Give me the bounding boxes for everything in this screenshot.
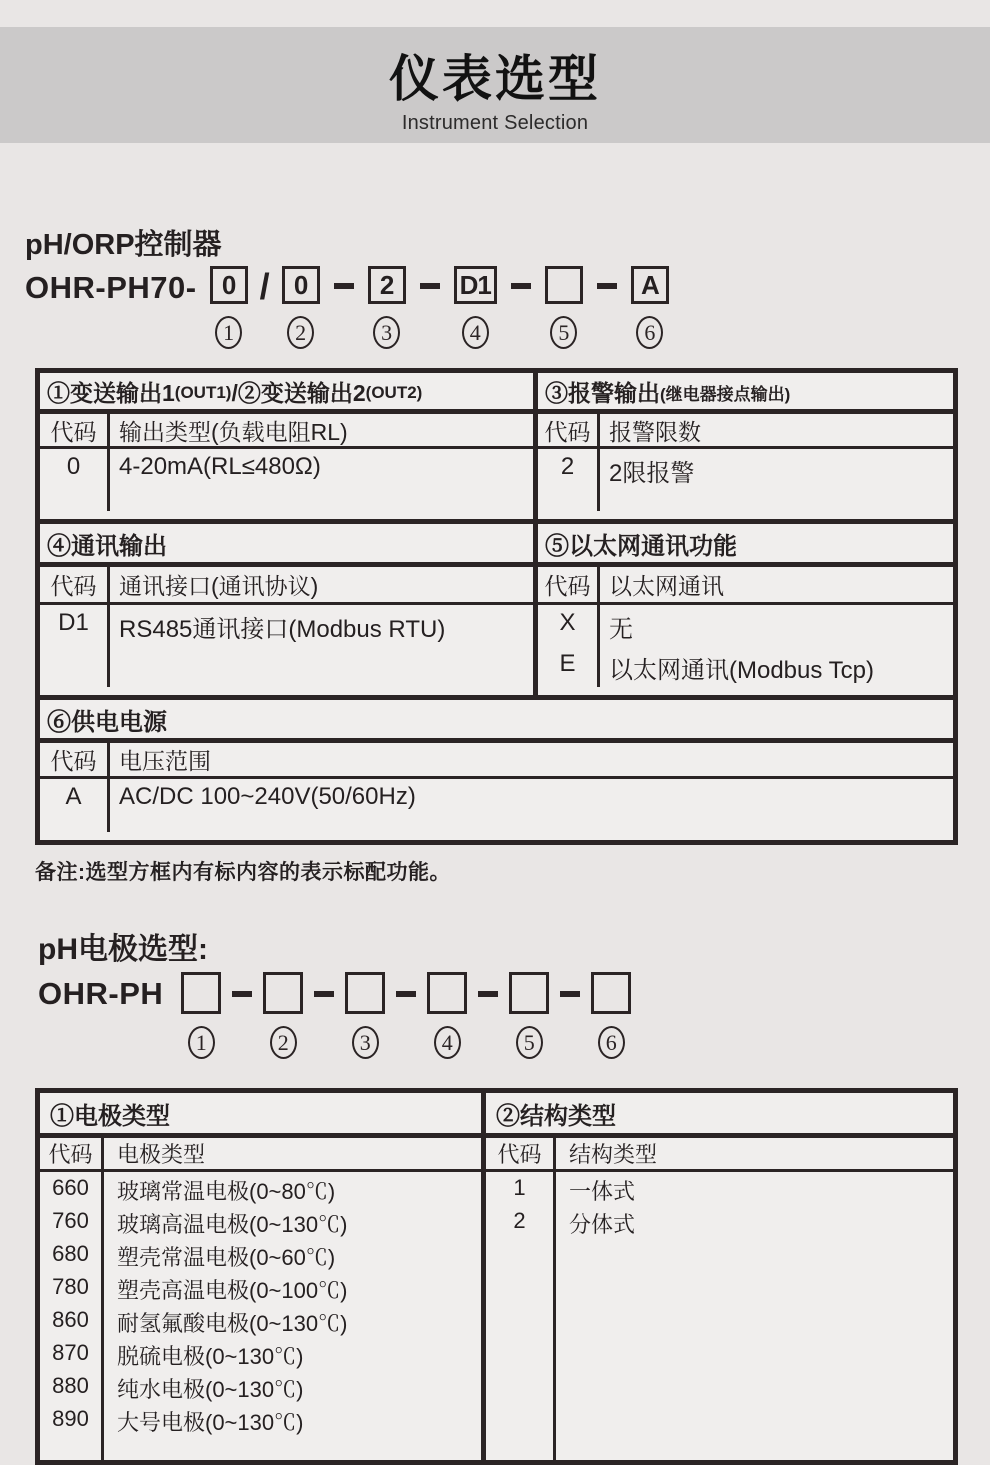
electrode-model-line — [38, 972, 631, 1059]
slot-index-circle-5: 5 — [550, 316, 577, 349]
table-row — [486, 1205, 953, 1238]
table-electrode-right — [486, 1093, 953, 1460]
column-header-row — [40, 1138, 481, 1172]
model-slot-2 — [282, 266, 320, 349]
table-row — [40, 1238, 481, 1271]
table-outputs-right — [538, 373, 953, 519]
model-box-2: 0 — [282, 266, 320, 304]
model-box-3 — [345, 972, 385, 1014]
cell-code: 860 — [40, 1304, 104, 1337]
table-power-supply — [35, 695, 958, 845]
separator-dash — [314, 991, 334, 997]
model-box-5 — [509, 972, 549, 1014]
section-title-text: ④通讯输出 — [47, 532, 167, 560]
slot-index-circle-1: 1 — [215, 316, 242, 349]
table-row — [538, 449, 953, 511]
cell-label: 玻璃常温电极(0~80℃) — [117, 1179, 336, 1204]
table-row — [486, 1172, 953, 1205]
header-band — [0, 27, 990, 143]
table-row — [40, 449, 533, 511]
slot-index-circle-3: 3 — [352, 1026, 379, 1059]
cell-label: 大号电极(0~130℃) — [117, 1410, 304, 1435]
table-row — [40, 1205, 481, 1238]
model-box-4: D1 — [454, 266, 497, 304]
column-header-code: 代码 — [538, 414, 600, 446]
note-text: 备注:选型方框内有标内容的表示标配功能。 — [35, 861, 451, 884]
cell-label: 塑壳高温电极(0~100℃) — [117, 1278, 348, 1303]
column-header-code: 代码 — [40, 1138, 104, 1169]
table-communication-right — [538, 524, 953, 695]
section-title-text: ①变送输出1 — [47, 379, 175, 406]
cell-code-empty — [40, 1436, 104, 1460]
cell-code: 780 — [40, 1271, 104, 1304]
table-row — [538, 646, 953, 687]
cell-label: 塑壳常温电极(0~60℃) — [117, 1245, 336, 1270]
model-box-2 — [263, 972, 303, 1014]
table-outputs-left — [40, 373, 538, 519]
cell-label: 脱硫电极(0~130℃) — [117, 1344, 304, 1369]
cell-code: 2 — [538, 449, 600, 511]
column-header-code: 代码 — [538, 567, 600, 602]
model-slot-5 — [545, 266, 583, 349]
model-box-1 — [181, 972, 221, 1014]
slot-index-circle-2: 2 — [270, 1026, 297, 1059]
cell-code: 680 — [40, 1238, 104, 1271]
electrode-selection-table-wrap — [35, 1088, 958, 1465]
cell-code: 2 — [486, 1205, 556, 1238]
cell-code-empty — [486, 1238, 556, 1460]
separator-dash — [560, 991, 580, 997]
model-slot-1 — [181, 972, 221, 1059]
table-row-filler — [486, 1238, 953, 1460]
cell-code: D1 — [40, 605, 110, 687]
controller-selection-tables — [35, 368, 958, 845]
table-communication-left — [40, 524, 538, 695]
slot-index-circle-3: 3 — [373, 316, 400, 349]
table-row — [40, 779, 953, 832]
model-box-3: 2 — [368, 266, 406, 304]
table-electrode — [35, 1088, 958, 1465]
column-header-code: 代码 — [40, 567, 110, 602]
separator-dash — [232, 991, 252, 997]
separator-dash — [478, 991, 498, 997]
column-header-label: 电压范围 — [119, 748, 211, 774]
cell-label: 无 — [609, 616, 633, 643]
table-section-title — [40, 524, 533, 567]
cell-label: 玻璃高温电极(0~130℃) — [117, 1212, 348, 1237]
model-slot-6 — [631, 266, 669, 349]
column-header-row — [538, 414, 953, 449]
model-slot-4 — [427, 972, 467, 1059]
table-section-title — [40, 373, 533, 414]
slot-index-circle-2: 2 — [287, 316, 314, 349]
column-header-row — [486, 1138, 953, 1172]
slot-index-circle-4: 4 — [434, 1026, 461, 1059]
cell-label: 以太网通讯(Modbus Tcp) — [609, 657, 874, 684]
slot-index-circle-1: 1 — [188, 1026, 215, 1059]
cell-code: 1 — [486, 1172, 556, 1205]
cell-label-empty — [104, 1436, 481, 1460]
cell-code: 760 — [40, 1205, 104, 1238]
table-power-supply-body — [40, 700, 953, 840]
table-section-title — [538, 524, 953, 567]
cell-label: 4-20mA(RL≤480Ω) — [119, 453, 321, 480]
table-row-filler — [40, 1436, 481, 1460]
separator-dash — [334, 283, 354, 289]
cell-label: AC/DC 100~240V(50/60Hz) — [119, 783, 416, 810]
column-header-row — [40, 743, 953, 779]
section-title-text: ⑤以太网通讯功能 — [545, 532, 737, 560]
section-title-text: ③报警输出 — [545, 379, 660, 406]
cell-code: E — [538, 646, 600, 687]
table-section-title — [486, 1093, 953, 1138]
section-title-text: ⑥供电电源 — [47, 708, 167, 736]
model-box-6: A — [631, 266, 669, 304]
separator-dash — [396, 991, 416, 997]
table-electrode-left — [40, 1093, 486, 1460]
controller-model-line — [25, 266, 669, 349]
table-section-title — [538, 373, 953, 414]
cell-code: 870 — [40, 1337, 104, 1370]
cell-code: 880 — [40, 1370, 104, 1403]
cell-label-empty — [556, 1238, 953, 1460]
table-row — [40, 1403, 481, 1436]
column-header-label: 以太网通讯 — [609, 573, 724, 599]
column-header-row — [40, 567, 533, 605]
column-header-row — [538, 567, 953, 605]
model-slot-1 — [210, 266, 248, 349]
table-section-title — [40, 700, 953, 743]
separator-dash — [420, 283, 440, 289]
column-header-code: 代码 — [40, 743, 110, 776]
column-header-code: 代码 — [486, 1138, 556, 1169]
page-subtitle: Instrument Selection — [401, 112, 589, 134]
column-header-label: 报警限数 — [609, 418, 701, 445]
column-header-label: 通讯接口(通讯协议) — [119, 573, 319, 599]
section-title-text: ①电极类型 — [50, 1102, 170, 1130]
column-header-label: 电极类型 — [117, 1142, 206, 1167]
model-slot-3 — [345, 972, 385, 1059]
separator-slash: / — [259, 266, 270, 307]
cell-label: 耐氢氟酸电极(0~130℃) — [117, 1311, 348, 1336]
table-row — [40, 1304, 481, 1337]
cell-label: 分体式 — [569, 1212, 636, 1237]
cell-code: A — [40, 779, 110, 832]
slot-index-circle-5: 5 — [516, 1026, 543, 1059]
column-header-row — [40, 414, 533, 449]
model-box-1: 0 — [210, 266, 248, 304]
table-row — [40, 1370, 481, 1403]
model-slot-4 — [454, 266, 497, 349]
section-title-text: /②变送输出2 — [231, 379, 366, 406]
controller-heading: pH/ORP控制器 — [25, 229, 222, 261]
cell-code: 0 — [40, 449, 110, 511]
cell-label: 一体式 — [569, 1179, 636, 1204]
electrode-model-prefix: OHR-PH — [38, 976, 164, 1011]
model-box-4 — [427, 972, 467, 1014]
model-box-5 — [545, 266, 583, 304]
model-box-6 — [591, 972, 631, 1014]
cell-label: 纯水电极(0~130℃) — [117, 1377, 304, 1402]
electrode-heading: pH电极选型: — [38, 933, 208, 966]
table-communication — [35, 519, 958, 700]
cell-label: RS485通讯接口(Modbus RTU) — [119, 616, 446, 643]
page-title: 仪表选型 — [389, 51, 601, 107]
cell-code: 890 — [40, 1403, 104, 1436]
table-section-title — [40, 1093, 481, 1138]
section-title-small: (OUT2) — [365, 382, 423, 402]
model-slot-3 — [368, 266, 406, 349]
cell-label: 2限报警 — [609, 460, 695, 487]
table-row — [40, 1271, 481, 1304]
slot-index-circle-4: 4 — [462, 316, 489, 349]
table-row — [40, 1337, 481, 1370]
model-slot-2 — [263, 972, 303, 1059]
slot-index-circle-6: 6 — [598, 1026, 625, 1059]
section-title-text: ②结构类型 — [496, 1102, 616, 1130]
slot-index-circle-6: 6 — [636, 316, 663, 349]
column-header-code: 代码 — [40, 414, 110, 446]
table-outputs — [35, 368, 958, 524]
column-header-label: 输出类型(负载电阻RL) — [119, 418, 348, 445]
separator-dash — [511, 283, 531, 289]
cell-code: X — [538, 605, 600, 646]
table-row — [40, 605, 533, 687]
table-row — [538, 605, 953, 646]
section-title-small: (OUT1) — [174, 382, 232, 402]
section-title-small: (继电器接点输出) — [660, 385, 791, 404]
column-header-label: 结构类型 — [569, 1142, 658, 1167]
controller-model-prefix: OHR-PH70- — [25, 270, 197, 305]
cell-code: 660 — [40, 1172, 104, 1205]
model-slot-5 — [509, 972, 549, 1059]
model-slot-6 — [591, 972, 631, 1059]
table-row — [40, 1172, 481, 1205]
separator-dash — [597, 283, 617, 289]
